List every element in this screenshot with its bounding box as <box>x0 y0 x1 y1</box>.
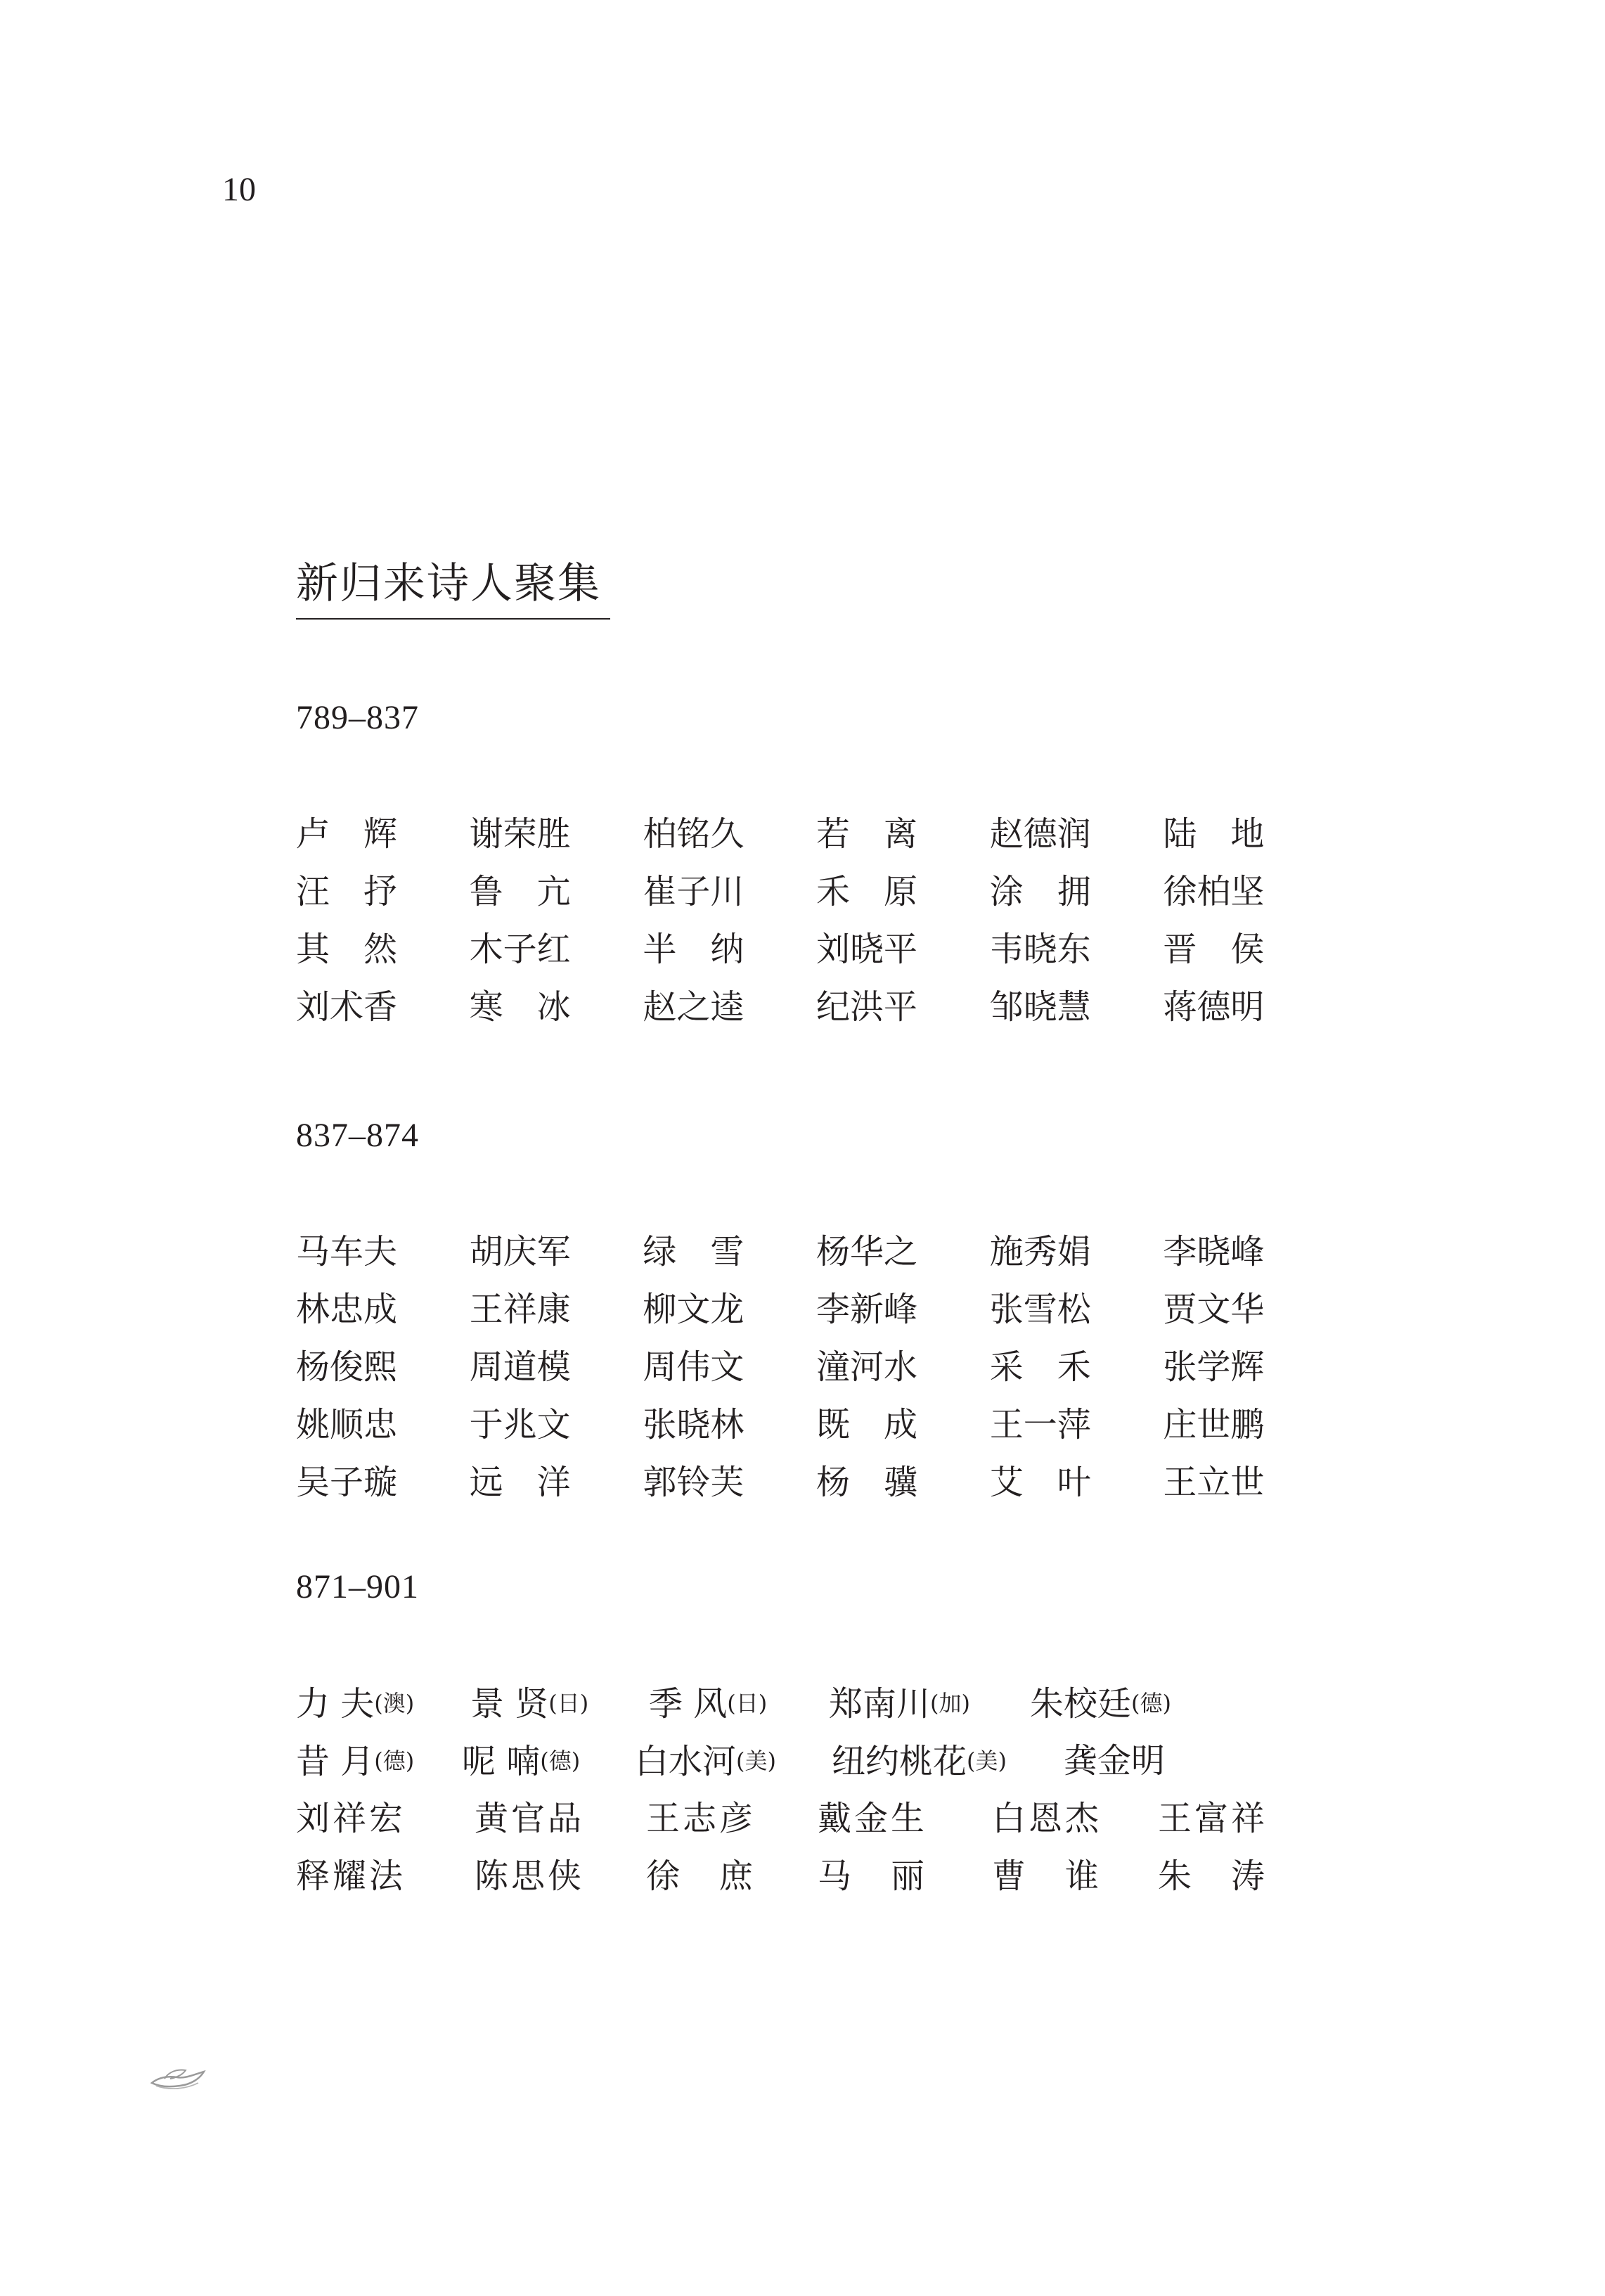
poet-name: 涂 拥 <box>989 872 1091 911</box>
poet-name: 刘术香 <box>296 987 398 1027</box>
country-tag: (德) <box>1131 1690 1171 1717</box>
poet-name: 黄官品 <box>475 1799 585 1838</box>
poet-name: 徐 庶 <box>646 1856 756 1896</box>
name-list <box>296 1682 1336 1913</box>
poet-name: 白恩杰 <box>992 1799 1102 1838</box>
country-tag: (德) <box>540 1747 581 1774</box>
name-row <box>296 1682 1336 1740</box>
poet-name <box>635 1740 806 1783</box>
poet-name: 王富祥 <box>1158 1799 1268 1838</box>
section-871-901 <box>296 1569 1336 1913</box>
poet-name: 木子红 <box>469 930 571 969</box>
poet-name <box>1030 1682 1171 1725</box>
poet-name: 艾 叶 <box>989 1463 1091 1502</box>
poet-name: 王一萍 <box>989 1405 1091 1444</box>
poet-name-text: 朱校廷 <box>1030 1684 1132 1724</box>
poet-name <box>462 1740 610 1783</box>
poet-name: 谢荣胜 <box>469 814 571 854</box>
poet-name <box>1064 1740 1165 1782</box>
poet-name-text: 景 贤 <box>470 1684 549 1724</box>
poet-name: 贾文华 <box>1163 1290 1265 1329</box>
poet-name: 林忠成 <box>296 1290 398 1329</box>
name-row <box>296 1288 1336 1346</box>
page-number: 10 <box>222 171 256 208</box>
name-row <box>296 1461 1336 1519</box>
section-789-837 <box>296 700 1336 1044</box>
country-tag: (德) <box>374 1747 415 1774</box>
section-years: 789–837 <box>296 699 419 736</box>
poet-name: 徐柏坚 <box>1163 872 1265 911</box>
poet-name: 柏铭久 <box>643 814 745 854</box>
name-row <box>296 871 1336 928</box>
poet-name: 吴子璇 <box>296 1463 398 1502</box>
poet-name: 张学辉 <box>1163 1347 1265 1387</box>
section-years: 837–874 <box>296 1117 419 1154</box>
poet-name: 杨 骥 <box>816 1463 918 1502</box>
poet-name: 周道模 <box>469 1347 571 1387</box>
poet-name: 寒 冰 <box>469 987 571 1027</box>
poet-name <box>296 1682 445 1725</box>
poet-name-text: 白水河 <box>635 1742 737 1781</box>
name-row <box>296 1797 1336 1855</box>
poet-name: 姚顺忠 <box>296 1405 398 1444</box>
poet-name-text: 力 夫 <box>296 1684 375 1724</box>
poet-name: 王志彦 <box>646 1799 756 1838</box>
poet-name: 张晓林 <box>643 1405 745 1444</box>
name-row <box>296 1855 1336 1913</box>
poet-name: 禾 原 <box>816 872 918 911</box>
poet-name: 采 禾 <box>989 1347 1091 1387</box>
poet-name: 杨华之 <box>816 1232 918 1271</box>
country-tag: (加) <box>930 1690 970 1717</box>
poet-name: 半 纳 <box>643 930 745 969</box>
poet-name: 王祥康 <box>469 1290 571 1329</box>
poet-name: 赵之逵 <box>643 987 745 1027</box>
poet-name: 陆 地 <box>1163 814 1265 854</box>
poet-name: 庄世鹏 <box>1163 1405 1265 1444</box>
poet-name: 戴金生 <box>818 1799 928 1838</box>
country-tag: (日) <box>548 1690 589 1717</box>
poet-name: 陈思侠 <box>475 1856 585 1896</box>
poet-name-text: 呢 喃 <box>462 1742 541 1781</box>
poet-name-text: 季 风 <box>649 1684 728 1724</box>
poet-name-text: 纽约桃花 <box>832 1742 967 1781</box>
name-list <box>296 1231 1336 1519</box>
poet-name: 蒋德明 <box>1163 987 1265 1027</box>
poet-name-text: 郑南川 <box>829 1684 931 1724</box>
poet-name: 若 离 <box>816 814 918 854</box>
name-row <box>296 1404 1336 1461</box>
publisher-logo-icon <box>149 2062 208 2093</box>
poet-name: 于兆文 <box>469 1405 571 1444</box>
poet-name: 李新峰 <box>816 1290 918 1329</box>
poet-name <box>649 1682 804 1725</box>
poet-name <box>829 1682 1005 1725</box>
poet-name: 卢 辉 <box>296 814 398 854</box>
poet-name: 朱 涛 <box>1158 1856 1268 1896</box>
name-row <box>296 1740 1336 1797</box>
poet-name: 绿 雪 <box>643 1232 745 1271</box>
poet-name <box>470 1682 624 1725</box>
poet-name-text: 龚金明 <box>1064 1741 1166 1781</box>
section-years: 871–901 <box>296 1568 419 1605</box>
poet-name: 曹 谁 <box>992 1856 1102 1896</box>
poet-name: 潼河水 <box>816 1347 918 1387</box>
name-row <box>296 813 1336 871</box>
poet-name: 刘晓平 <box>816 930 918 969</box>
poet-name: 胡庆军 <box>469 1232 571 1271</box>
poet-name: 郭铃芙 <box>643 1463 745 1502</box>
poet-name: 远 洋 <box>469 1463 571 1502</box>
name-list <box>296 813 1336 1044</box>
poet-name <box>832 1740 1038 1783</box>
poet-name: 刘祥宏 <box>296 1799 406 1838</box>
poet-name: 崔子川 <box>643 872 745 911</box>
poet-name: 汪 抒 <box>296 872 398 911</box>
poet-name: 周伟文 <box>643 1347 745 1387</box>
poet-name: 张雪松 <box>989 1290 1091 1329</box>
poet-name: 纪洪平 <box>816 987 918 1027</box>
poet-name: 杨俊熙 <box>296 1347 398 1387</box>
poet-name-text: 昔 月 <box>296 1742 375 1781</box>
title-underline <box>296 618 610 620</box>
poet-name <box>296 1740 437 1783</box>
section-837-874 <box>296 1117 1336 1519</box>
page-title: 新归来诗人聚集 <box>296 559 601 608</box>
name-row <box>296 928 1336 986</box>
poet-name: 王立世 <box>1163 1463 1265 1502</box>
poet-name: 鲁 亢 <box>469 872 571 911</box>
country-tag: (日) <box>727 1690 768 1717</box>
poet-name: 既 成 <box>816 1405 918 1444</box>
poet-name: 施秀娟 <box>989 1232 1091 1271</box>
poet-name: 韦晓东 <box>989 930 1091 969</box>
poet-name: 马车夫 <box>296 1232 398 1271</box>
name-row <box>296 1346 1336 1404</box>
name-row <box>296 1231 1336 1288</box>
country-tag: (美) <box>736 1747 776 1774</box>
country-tag: (澳) <box>374 1690 415 1717</box>
poet-name: 释耀法 <box>296 1856 406 1896</box>
poet-name: 晋 侯 <box>1163 930 1265 969</box>
country-tag: (美) <box>967 1747 1007 1774</box>
poet-name: 李晓峰 <box>1163 1232 1265 1271</box>
poet-name: 马 丽 <box>818 1856 928 1896</box>
poet-name: 柳文龙 <box>643 1290 745 1329</box>
poet-name: 邹晓慧 <box>989 987 1091 1027</box>
poet-name: 其 然 <box>296 930 398 969</box>
name-row <box>296 986 1336 1044</box>
poet-name: 赵德润 <box>989 814 1091 854</box>
